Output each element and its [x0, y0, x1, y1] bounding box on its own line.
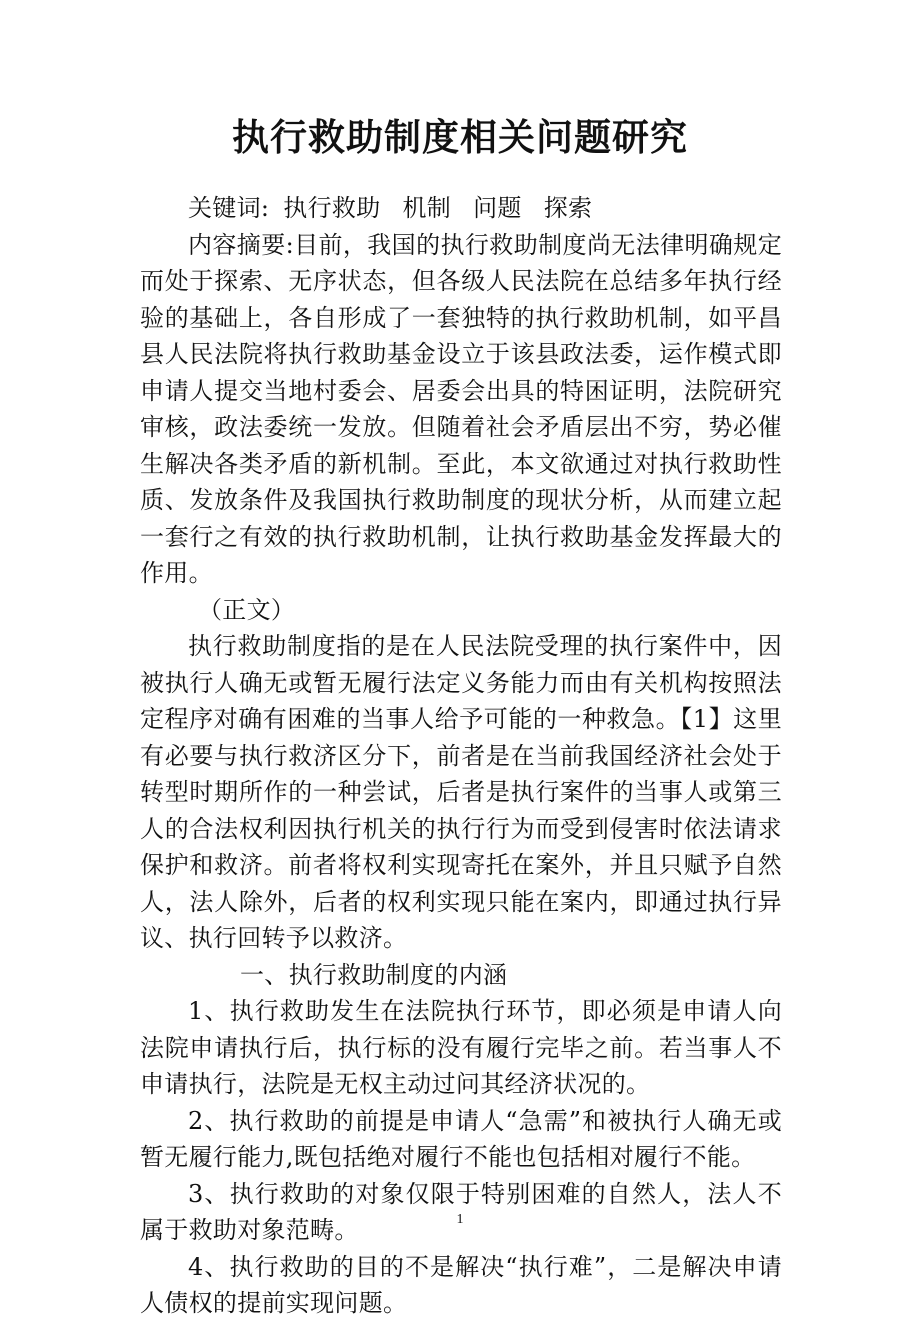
- keywords-line: [140, 190, 782, 227]
- section-heading: 一、执行救助制度的内涵: [240, 960, 508, 989]
- page-number: 1: [456, 1212, 464, 1227]
- intro-paragraph: 执行救助制度指的是在人民法院受理的执行案件中，因被执行人确无或暂无履行法定义务能力而由有关机构按照法定程序对确有困难的当事人给予可能的一种救急。【1】这里有必要与执行救济区分下，前者是在当前我国经济社会处于转型时期所作的一种尝试，后者是执行案件的当事人或第三人的合法权利因执行机关的执行行为而受到侵害时依法请求保护和救济。前者将权利实现寄托在案外，并且只赋予自然人，法人除外，后者的权利实现只能在案内，即通过执行异议、执行回转予以救济。: [140, 632, 782, 952]
- abstract-paragraph: 内容摘要:目前，我国的执行救助制度尚无法律明确规定而处于探索、无序状态，但各级人民法院在总结多年执行经验的基础上，各自形成了一套独特的执行救助机制，如平昌县人民法院将执行救助基金设立于该县政法委，运作模式即申请人提交当地村委会、居委会出具的特困证明，法院研究审核，政法委统一发放。但随着社会矛盾层出不穷，势必催生解决各类矛盾的新机制。至此，本文欲通过对执行救助性质、发放条件及我国执行救助制度的现状分析，从而建立起一套行之有效的执行救助机制，让执行救助基金发挥最大的作用。: [140, 230, 782, 587]
- keyword: 机制: [402, 194, 452, 222]
- list-item: 2、执行救助的前提是申请人“急需”和被执行人确无或暂无履行能力,既包括绝对履行不能也包括相对履行不能。: [140, 1106, 782, 1171]
- list-item: 4、执行救助的目的不是解决“执行难”，二是解决申请人债权的提前实现问题。: [140, 1252, 782, 1317]
- list-item: 1、执行救助发生在法院执行环节，即必须是申请人向法院申请执行后，执行标的没有履行完毕之前。若当事人不申请执行，法院是无权主动过问其经济状况的。: [140, 997, 782, 1098]
- keyword: 问题: [473, 194, 522, 222]
- body-marker: （正文）: [198, 595, 296, 624]
- document-title: 执行救助制度相关问题研究: [232, 115, 688, 159]
- keyword: 探索: [543, 194, 593, 222]
- document-body: [140, 190, 782, 1322]
- keywords-label: 关键词:: [188, 194, 270, 222]
- keyword: 执行救助: [283, 194, 381, 222]
- list-item: 3、执行救助的对象仅限于特别困难的自然人，法人不属于救助对象范畴。: [140, 1179, 782, 1244]
